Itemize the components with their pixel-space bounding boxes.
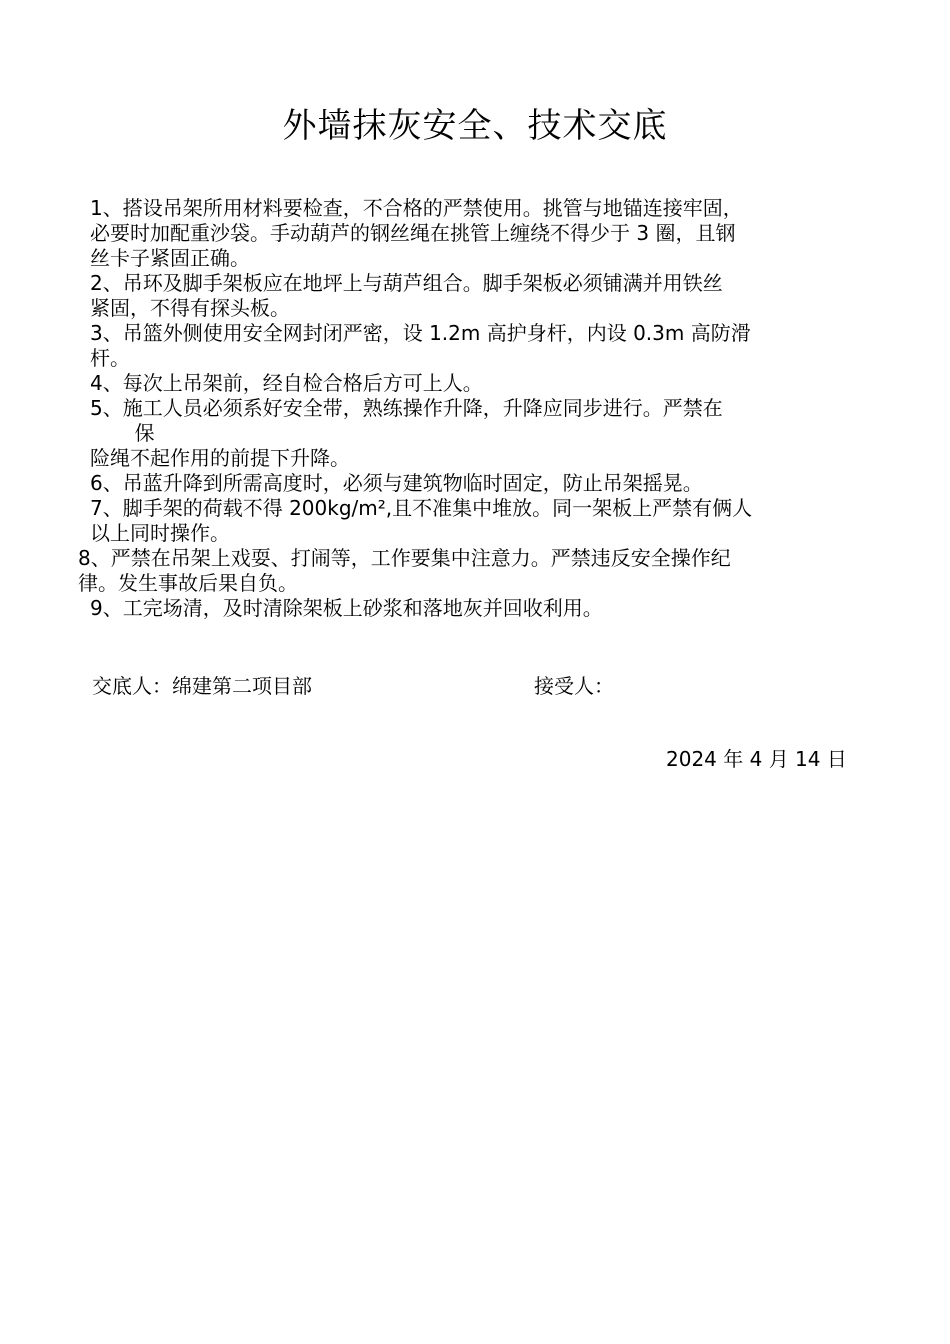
handover-person: 交底人：绵建第二项目部 (92, 674, 312, 698)
clause-5: 5、施工人员必须系好安全带，熟练操作升降，升降应同步进行。严禁在 保 险绳不起作用的前提下升降。 (90, 396, 723, 470)
clause-2: 2、吊环及脚手架板应在地坪上与葫芦组合。脚手架板必须铺满并用铁丝 紧固，不得有探头板。 (90, 271, 723, 320)
clause-list (78, 196, 870, 621)
clause-9: 9、工完场清，及时清除架板上砂浆和落地灰并回收利用。 (90, 596, 603, 620)
clause-3: 3、吊篮外侧使用安全网封闭严密，设 1.2m 高护身杆，内设 0.3m 高防滑 杆。 (90, 321, 751, 370)
clause-6: 6、吊蓝升降到所需高度时，必须与建筑物临时固定，防止吊架摇晃。 (90, 471, 703, 495)
document-title: 外墙抹灰安全、技术交底 (282, 106, 668, 146)
clause-7: 7、脚手架的荷载不得 200kg/m²,且不准集中堆放。同一架板上严禁有俩人 以上同时操作。 (90, 496, 753, 545)
clause-8: 8、严禁在吊架上戏耍、打闹等，工作要集中注意力。严禁违反安全操作纪 律。发生事故后果自负。 (78, 546, 731, 595)
clause-4: 4、每次上吊架前，经自检合格后方可上人。 (90, 371, 483, 395)
document-date: 2024 年 4 月 14 日 (666, 747, 847, 771)
receiver-person: 接受人： (534, 674, 614, 698)
clause-1: 1、搭设吊架所用材料要检查，不合格的严禁使用。挑管与地锚连接牢固， 必要时加配重沙袋。手动葫芦的钢丝绳在挑管上缠绕不得少于 3 圈，且钢 丝卡子紧固正确。 (90, 196, 743, 270)
